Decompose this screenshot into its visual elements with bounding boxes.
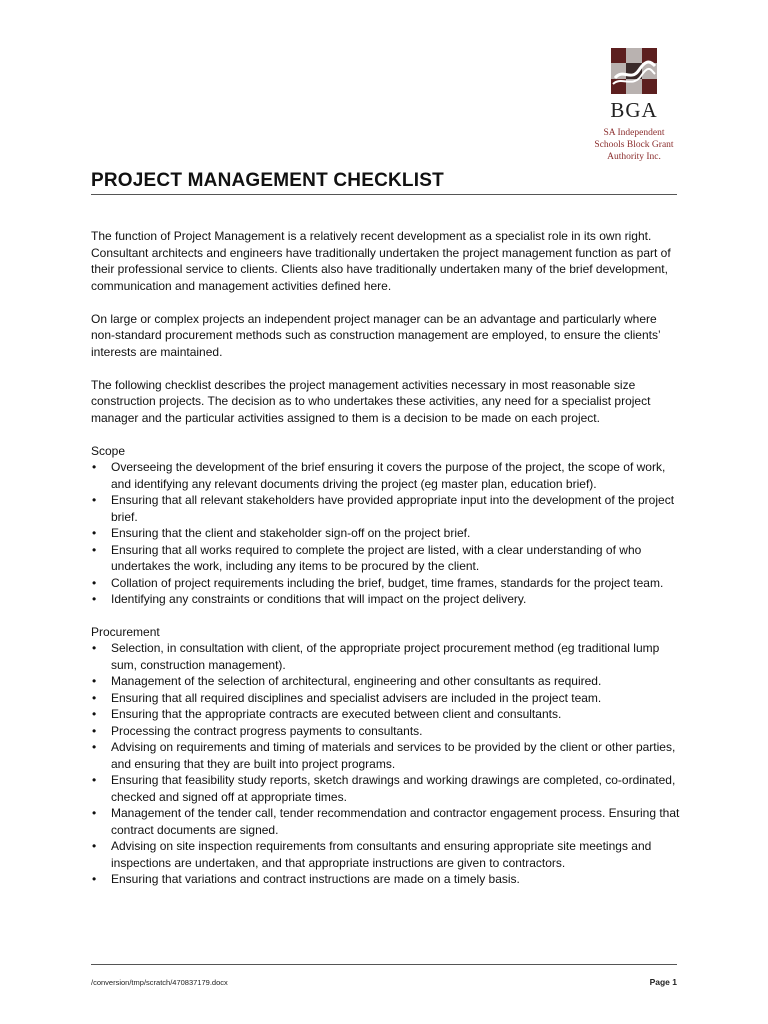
list-item: • Advising on requirements and timing of materials and services to be provided by the client or other parties, and ensuring that they are built into project programs. xyxy=(91,739,681,772)
section-heading-scope: Scope xyxy=(91,443,126,458)
list-item: • Overseeing the development of the brief ensuring it covers the purpose of the project, the scope of work, and identifying any relevant documents driving the project (eg master plan, education brief). xyxy=(91,459,681,492)
list-item: • Ensuring that feasibility study reports, sketch drawings and working drawings are completed, co-ordinated, checked and signed off at appropriate times. xyxy=(91,772,681,805)
list-item: • Management of the selection of architectural, engineering and other consultants as required. xyxy=(91,673,681,690)
list-item: • Advising on site inspection requirements from consultants and ensuring appropriate site meetings and inspections are undertaken, and that appropriate instructions are given to contractors. xyxy=(91,838,681,871)
intro-paragraph: The following checklist describes the project management activities necessary in most reasonable size construction projects. The decision as to who undertakes these activities, any need for a specialist project manager and the particular activities assigned to them is a decision to be made on each project. xyxy=(91,377,651,425)
section-heading-procurement: Procurement xyxy=(91,624,160,639)
logo-subtitle-line: Schools Block Grant xyxy=(594,140,674,150)
list-item: • Identifying any constraints or conditions that will impact on the project delivery. xyxy=(91,591,681,608)
list-item: • Collation of project requirements including the brief, budget, time frames, standards for the project team. xyxy=(91,575,681,592)
footer-file-path: /conversion/tmp/scratch/470837179.docx xyxy=(91,978,228,987)
scope-list xyxy=(91,459,681,608)
list-item: • Selection, in consultation with client, of the appropriate project procurement method (eg traditional lump sum, construction management). xyxy=(91,640,681,673)
document-body xyxy=(91,228,681,904)
footer-divider xyxy=(91,964,677,965)
list-item: • Management of the tender call, tender recommendation and contractor engagement process. Ensuring that contract documents are signed. xyxy=(91,805,681,838)
logo-subtitle xyxy=(584,127,684,163)
logo-subtitle-line: SA Independent xyxy=(603,128,665,138)
bga-logo-mark-icon xyxy=(611,48,657,94)
intro-paragraph: The function of Project Management is a relatively recent development as a specialist role in its own right. Consultant architects and engineers have traditionally undertaken the project management function as part of their professional service to clients. Clients also have traditionally undertaken many of the brief development, communication and management activities defined here. xyxy=(91,229,671,293)
logo-subtitle-line: Authority Inc. xyxy=(607,152,661,162)
bga-logo xyxy=(584,48,684,163)
list-item: • Ensuring that all required disciplines and specialist advisers are included in the project team. xyxy=(91,690,681,707)
page-number: Page 1 xyxy=(649,977,677,987)
title-divider xyxy=(91,194,677,195)
list-item: • Ensuring that all works required to complete the project are listed, with a clear understanding of who undertakes the work, including any items to be procured by the client. xyxy=(91,542,681,575)
list-item: • Ensuring that all relevant stakeholders have provided appropriate input into the development of the project brief. xyxy=(91,492,681,525)
procurement-list xyxy=(91,640,681,888)
list-item: • Ensuring that the appropriate contracts are executed between client and consultants. xyxy=(91,706,681,723)
logo-title: BGA xyxy=(610,98,658,122)
intro-paragraph: On large or complex projects an independent project manager can be an advantage and particularly where non-standard procurement methods such as construction management are employed, to ensure the clients’ interests are maintained. xyxy=(91,311,661,359)
list-item: • Processing the contract progress payments to consultants. xyxy=(91,723,681,740)
list-item: • Ensuring that variations and contract instructions are made on a timely basis. xyxy=(91,871,681,888)
list-item: • Ensuring that the client and stakeholder sign-off on the project brief. xyxy=(91,525,681,542)
page-title: PROJECT MANAGEMENT CHECKLIST xyxy=(91,170,444,191)
